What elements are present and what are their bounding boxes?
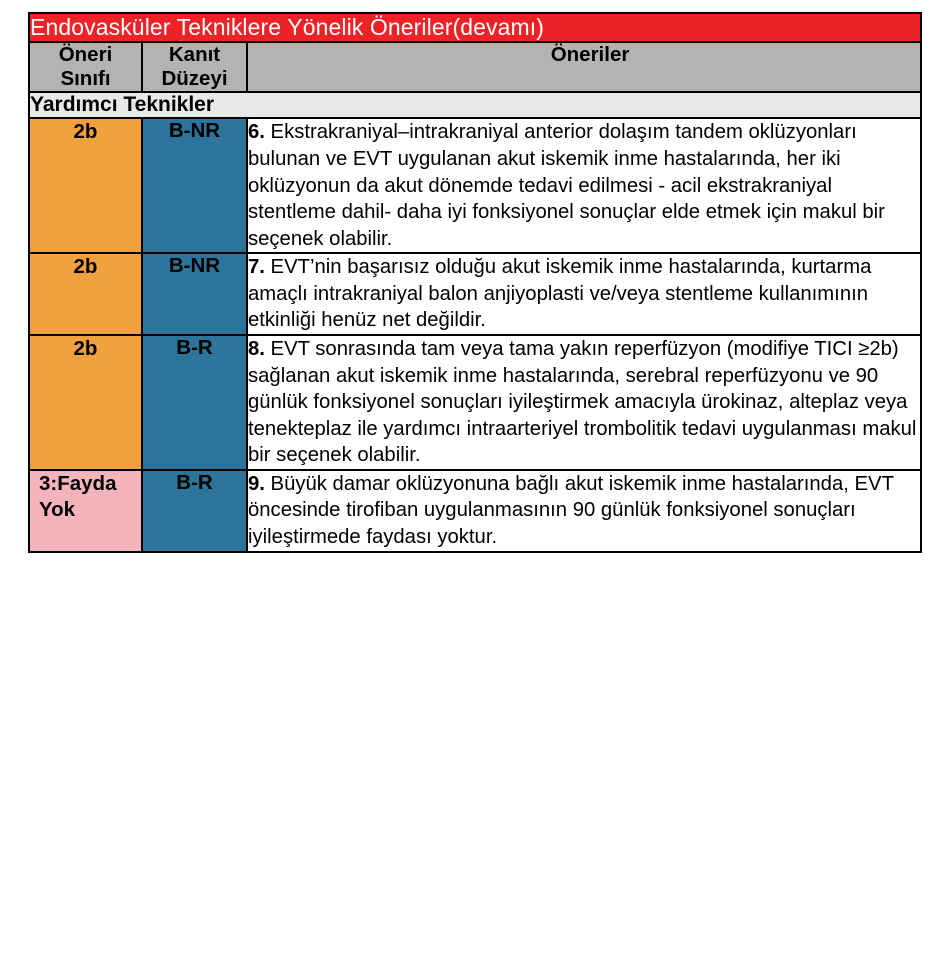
recommendation-text: Ekstrakraniyal–intrakraniyal anterior dolaşım tandem oklüzyonları bulunan ve EVT uygulanan akut iskemik inme hastalarında, her iki oklüzyonun da akut dönemde tedavi edilmesi - acil ekstrakraniyal stentleme dahil- daha iyi fonksiyonel sonuçlar elde etmek için makul bir seçenek olabilir. — [248, 121, 885, 250]
table-title: Endovasküler Tekniklere Yönelik Öneriler(devamı) — [29, 13, 921, 42]
section-title: Yardımcı Teknikler — [29, 92, 921, 118]
recommendation-text: Büyük damar oklüzyonuna bağlı akut iskemik inme hastalarında, EVT öncesinde tirofiban uygulanmasının 90 günlük fonksiyonel sonuçları iyileştirmede faydası yoktur. — [248, 472, 894, 549]
class-value-line1: 3:Fayda — [39, 471, 117, 495]
column-header-class-line1: Öneri — [58, 43, 113, 66]
class-value: 2b — [73, 120, 98, 144]
class-value-line2: Yok — [39, 497, 76, 521]
table-row — [29, 470, 921, 552]
column-header-recommendations: Öneriler — [247, 42, 921, 92]
recommendation-number: 9. — [248, 472, 265, 495]
recommendation-cell — [247, 335, 921, 470]
class-cell — [29, 118, 142, 253]
column-header-level — [142, 42, 247, 92]
class-value: 2b — [73, 337, 98, 360]
recommendation-number: 6. — [248, 121, 265, 144]
recommendation-text: EVT sonrasında tam veya tama yakın reperfüzyon (modifiye TICI ≥2b) sağlanan akut iskemik inme hastalarında, serebral reperfüzyonu ve 90 günlük fonksiyonel sonuçları iyileştirmek amacıyla ürokinaz, alteplaz veya tenekteplaz ile yardımcı intraarteriyel trombolitik tedavi uygulanması makul bir seçenek olabilir. — [248, 338, 917, 467]
level-cell: B-NR — [142, 253, 247, 335]
recommendation-cell — [247, 253, 921, 335]
recommendations-table — [28, 12, 922, 553]
table-header-row — [29, 42, 921, 92]
class-value: 2b — [73, 255, 98, 279]
table-section-row — [29, 92, 921, 118]
level-cell: B-R — [142, 335, 247, 470]
column-header-level-line2: Düzeyi — [161, 67, 228, 91]
class-cell — [29, 470, 142, 552]
class-cell — [29, 335, 142, 470]
table-row — [29, 335, 921, 470]
recommendation-cell — [247, 118, 921, 253]
level-cell: B-R — [142, 470, 247, 552]
table-row — [29, 118, 921, 253]
table-title-row — [29, 13, 921, 42]
recommendation-text: EVT’nin başarısız olduğu akut iskemik inme hastalarında, kurtarma amaçlı intrakraniyal balon anjiyoplasti ve/veya stentleme kullanımının etkinliği henüz net değildir. — [248, 256, 872, 332]
column-header-class — [29, 42, 142, 92]
recommendation-number: 7. — [248, 256, 265, 279]
table-row — [29, 253, 921, 335]
recommendation-cell — [247, 470, 921, 552]
recommendation-number: 8. — [248, 338, 265, 360]
level-cell: B-NR — [142, 118, 247, 253]
class-cell — [29, 253, 142, 335]
column-header-level-line1: Kanıt — [168, 43, 221, 66]
column-header-class-line2: Sınıfı — [60, 67, 111, 91]
